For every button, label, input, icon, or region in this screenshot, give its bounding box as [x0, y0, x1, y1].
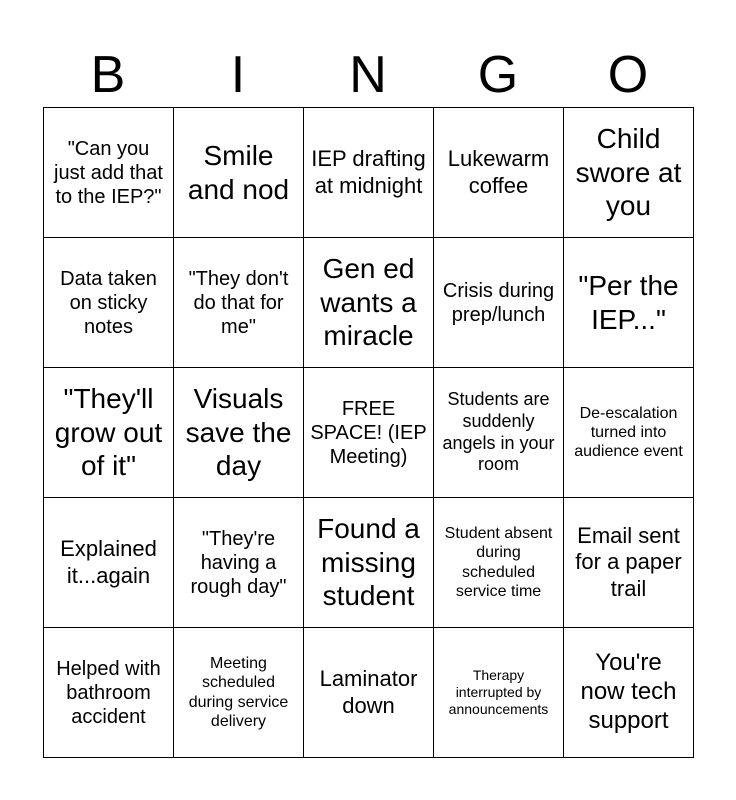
board-row: [44, 498, 694, 628]
bingo-cell[interactable]: Found a missing student: [304, 498, 434, 628]
bingo-cell[interactable]: De-escalation turned into audience event: [564, 368, 694, 498]
bingo-cell[interactable]: Data taken on sticky notes: [44, 238, 174, 368]
bingo-cell[interactable]: "Per the IEP...": [564, 238, 694, 368]
header-letter-n: N: [349, 46, 387, 104]
bingo-cell[interactable]: Laminator down: [304, 628, 434, 758]
bingo-cell[interactable]: "They don't do that for me": [174, 238, 304, 368]
header-letter-i: I: [230, 46, 246, 104]
bingo-cell[interactable]: Students are suddenly angels in your room: [434, 368, 564, 498]
bingo-cell[interactable]: "They're having a rough day": [174, 498, 304, 628]
bingo-cell[interactable]: Gen ed wants a miracle: [304, 238, 434, 368]
bingo-cell[interactable]: You're now tech support: [564, 628, 694, 758]
board-row: [44, 238, 694, 368]
header-letter-g: G: [477, 46, 519, 104]
header-letter-o: O: [607, 46, 649, 104]
bingo-cell[interactable]: "They'll grow out of it": [44, 368, 174, 498]
bingo-cell[interactable]: Child swore at you: [564, 108, 694, 238]
bingo-cell[interactable]: Helped with bathroom accident: [44, 628, 174, 758]
bingo-cell[interactable]: IEP drafting at midnight: [304, 108, 434, 238]
bingo-cell[interactable]: Meeting scheduled during service delivery: [174, 628, 304, 758]
bingo-board: [43, 107, 694, 758]
bingo-cell[interactable]: Student absent during scheduled service time: [434, 498, 564, 628]
board-row: [44, 108, 694, 238]
bingo-cell[interactable]: Smile and nod: [174, 108, 304, 238]
header-letter-b: B: [90, 46, 126, 104]
bingo-cell[interactable]: Crisis during prep/lunch: [434, 238, 564, 368]
bingo-header: [43, 40, 693, 110]
board-row: [44, 368, 694, 498]
bingo-cell[interactable]: Visuals save the day: [174, 368, 304, 498]
bingo-cell[interactable]: Explained it...again: [44, 498, 174, 628]
bingo-cell[interactable]: "Can you just add that to the IEP?": [44, 108, 174, 238]
bingo-cell[interactable]: Lukewarm coffee: [434, 108, 564, 238]
bingo-cell[interactable]: Email sent for a paper trail: [564, 498, 694, 628]
board-row: [44, 628, 694, 758]
free-space-cell[interactable]: FREE SPACE! (IEP Meeting): [304, 368, 434, 498]
bingo-cell[interactable]: Therapy interrupted by announcements: [434, 628, 564, 758]
